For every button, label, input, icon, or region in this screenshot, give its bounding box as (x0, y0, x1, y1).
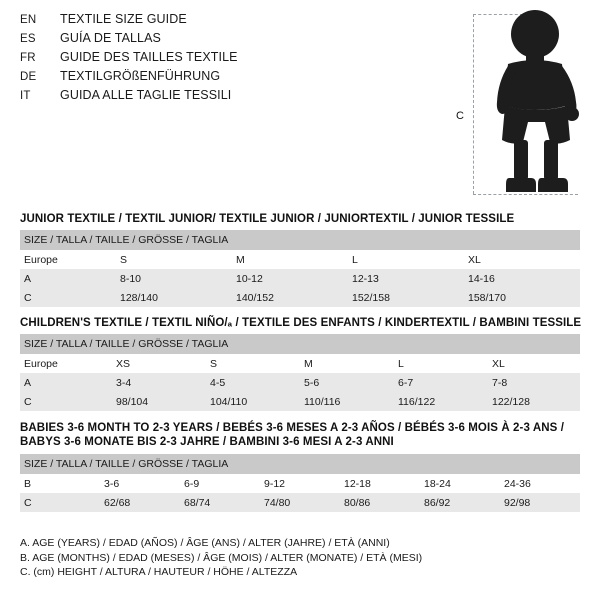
language-title: TEXTILE SIZE GUIDE (60, 12, 187, 26)
cell: 7-8 (488, 373, 580, 392)
cell: 5-6 (300, 373, 394, 392)
table-row (20, 250, 580, 269)
cell: 6-9 (180, 474, 260, 493)
section-title: BABIES 3-6 MONTH TO 2-3 YEARS / BEBÉS 3-6 MESES A 2-3 AÑOS / BÉBÉS 3-6 MOIS À 2-3 ANS / BABYS 3-6 MONATE BIS 2-3 JAHRE / BAMBINI 3-6 MESI A 2-3 ANNI (20, 422, 564, 448)
cell: L (348, 250, 464, 269)
cell: M (300, 354, 394, 373)
cell: XL (464, 250, 580, 269)
language-title: GUIDE DES TAILLES TEXTILE (60, 50, 238, 64)
table-row (20, 493, 580, 512)
table-header-label: SIZE / TALLA / TAILLE / GRÖSSE / TAGLIA (20, 454, 580, 474)
cell: 122/128 (488, 392, 580, 411)
size-table-junior (20, 230, 580, 307)
footnote-c: C. (cm) HEIGHT / ALTURA / HAUTEUR / HÖHE / ALTEZZA (20, 566, 298, 578)
cell: 14-16 (464, 269, 580, 288)
cell: XS (112, 354, 206, 373)
table-row (20, 474, 580, 493)
cell: S (116, 250, 232, 269)
table-header-label: SIZE / TALLA / TAILLE / GRÖSSE / TAGLIA (20, 334, 580, 354)
table-row (20, 288, 580, 307)
section-title: JUNIOR TEXTILE / TEXTIL JUNIOR/ TEXTILE JUNIOR / JUNIORTEXTIL / JUNIOR TESSILE (20, 213, 515, 225)
cell: 3-4 (112, 373, 206, 392)
cell: 116/122 (394, 392, 488, 411)
cell: 74/80 (260, 493, 340, 512)
section-title: CHILDREN'S TEXTILE / TEXTIL NIÑO/ₐ / TEXTILE DES ENFANTS / KINDERTEXTIL / BAMBINI TESSILE (20, 317, 582, 329)
section-children (20, 317, 580, 411)
language-code: EN (20, 14, 37, 26)
footnotes (20, 536, 540, 580)
cell: 140/152 (232, 288, 348, 307)
language-row (20, 12, 440, 31)
cell: 62/68 (100, 493, 180, 512)
table-header-row (20, 334, 580, 354)
dashed-guide-vertical (473, 14, 474, 194)
cell: 110/116 (300, 392, 394, 411)
language-title: GUIDA ALLE TAGLIE TESSILI (60, 88, 232, 102)
cell: 12-18 (340, 474, 420, 493)
cell: 158/170 (464, 288, 580, 307)
language-code: DE (20, 71, 37, 83)
table-header-row (20, 454, 580, 474)
section-junior (20, 213, 580, 307)
cell: 98/104 (112, 392, 206, 411)
row-label: C (20, 288, 116, 307)
row-label: Europe (20, 354, 112, 373)
language-code: ES (20, 33, 36, 45)
cell: 92/98 (500, 493, 580, 512)
cell: 4-5 (206, 373, 300, 392)
language-code: FR (20, 52, 36, 64)
row-label: C (20, 392, 112, 411)
row-label: Europe (20, 250, 116, 269)
row-label: C (20, 493, 100, 512)
cell: 86/92 (420, 493, 500, 512)
cell: XL (488, 354, 580, 373)
language-row (20, 88, 440, 107)
cell: 80/86 (340, 493, 420, 512)
language-code: IT (20, 90, 31, 102)
table-row (20, 392, 580, 411)
cell: 24-36 (500, 474, 580, 493)
language-row (20, 31, 440, 50)
figure-measure-label: C (456, 110, 464, 122)
cell: 152/158 (348, 288, 464, 307)
cell: 9-12 (260, 474, 340, 493)
table-header-label: SIZE / TALLA / TAILLE / GRÖSSE / TAGLIA (20, 230, 580, 250)
table-row (20, 373, 580, 392)
child-silhouette-icon (488, 10, 588, 205)
row-label: B (20, 474, 100, 493)
cell: 10-12 (232, 269, 348, 288)
measurement-figure (440, 6, 595, 201)
language-row (20, 50, 440, 69)
cell: L (394, 354, 488, 373)
language-title: GUÍA DE TALLAS (60, 31, 161, 45)
cell: 18-24 (420, 474, 500, 493)
cell: 128/140 (116, 288, 232, 307)
cell: S (206, 354, 300, 373)
table-row (20, 269, 580, 288)
size-table-babies (20, 454, 580, 512)
language-title-block (20, 12, 440, 107)
cell: M (232, 250, 348, 269)
row-label: A (20, 373, 112, 392)
size-table-children (20, 334, 580, 411)
cell: 8-10 (116, 269, 232, 288)
cell: 3-6 (100, 474, 180, 493)
language-title: TEXTILGRÖßENFÜHRUNG (60, 69, 221, 83)
row-label: A (20, 269, 116, 288)
cell: 6-7 (394, 373, 488, 392)
language-row (20, 69, 440, 88)
cell: 104/110 (206, 392, 300, 411)
cell: 12-13 (348, 269, 464, 288)
table-row (20, 354, 580, 373)
footnote-b: B. AGE (MONTHS) / EDAD (MESES) / ÂGE (MOIS) / ALTER (MONATE) / ETÀ (MESI) (20, 551, 423, 564)
cell: 68/74 (180, 493, 260, 512)
section-babies (20, 421, 580, 512)
table-header-row (20, 230, 580, 250)
footnote-a: A. AGE (YEARS) / EDAD (AÑOS) / ÂGE (ANS) / ALTER (JAHRE) / ETÀ (ANNI) (20, 537, 390, 549)
